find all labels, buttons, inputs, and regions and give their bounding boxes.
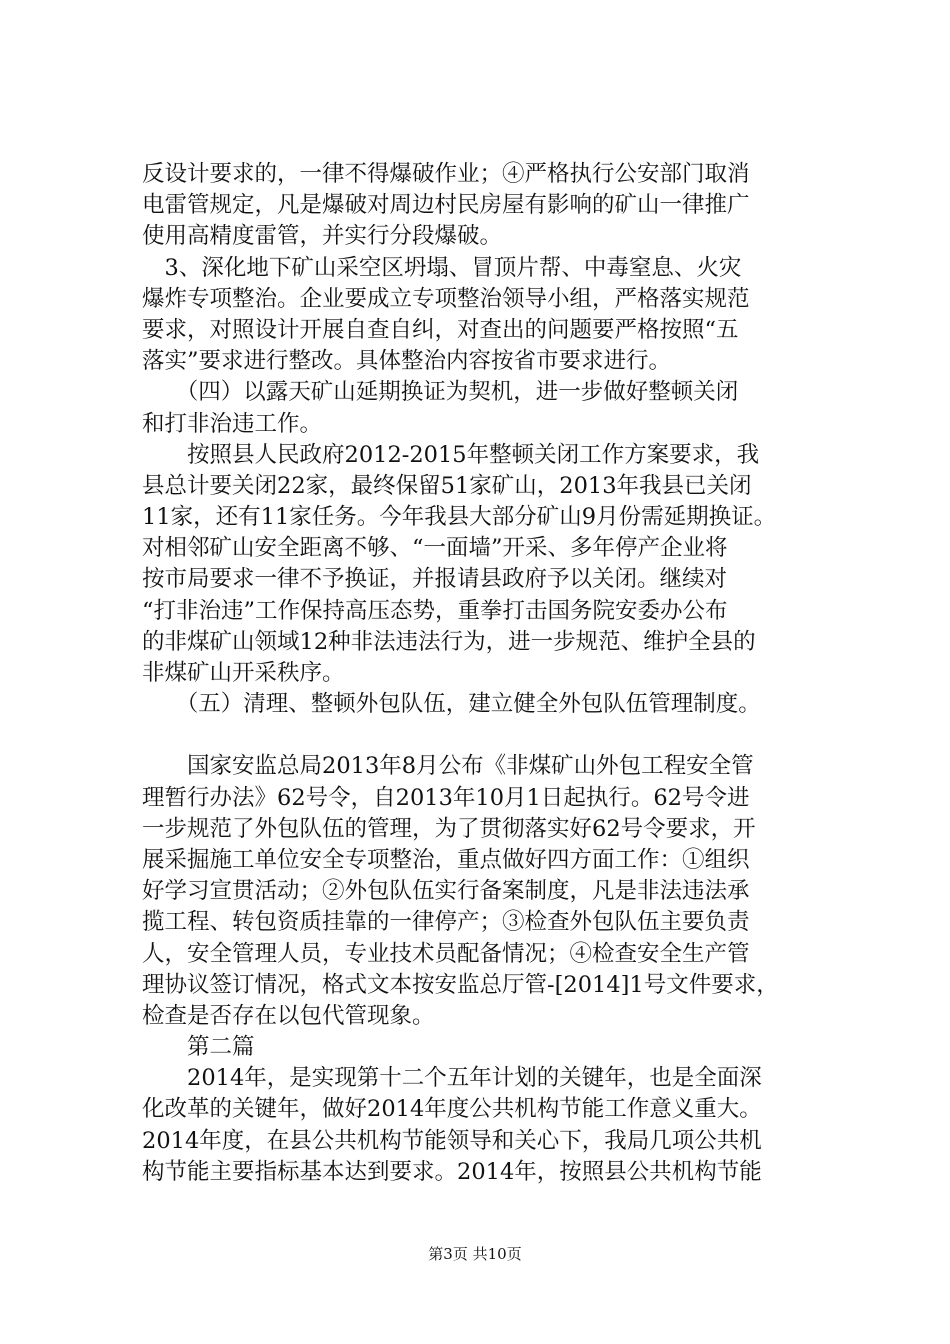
text-line: 对相邻矿山安全距离不够、“一面墙”开采、多年停产企业将 xyxy=(142,535,728,562)
text-line: 检查是否存在以包代管现象。 xyxy=(142,1002,435,1029)
text-line: 按照县人民政府2012-2015年整顿关闭工作方案要求，我 xyxy=(142,441,760,468)
text-line: 2014年度，在县公共机构节能领导和关心下，我局几项公共机 xyxy=(142,1127,762,1154)
text-line: 使用高精度雷管，并实行分段爆破。 xyxy=(142,223,503,250)
text-line: 2014年，是实现第十二个五年计划的关键年，也是全面深 xyxy=(142,1065,762,1092)
text-line: 11家，还有11家任务。今年我县大部分矿山9月份需延期换证。 xyxy=(142,504,777,531)
text-line: 化改革的关键年，做好2014年度公共机构节能工作意义重大。 xyxy=(142,1096,762,1123)
section-heading: （五）清理、整顿外包队伍，建立健全外包队伍管理制度。 xyxy=(142,691,761,718)
section-heading: 和打非治违工作。 xyxy=(142,410,323,437)
text-line: 理协议签订情况，格式文本按安监总厅管-[2014]1号文件要求， xyxy=(142,971,779,998)
text-line: 国家安监总局2013年8月公布《非煤矿山外包工程安全管 xyxy=(142,753,754,780)
page-number-footer: 第3页 共10页 xyxy=(428,1245,522,1263)
text-line: 爆炸专项整治。企业要成立专项整治领导小组，严格落实规范 xyxy=(142,285,750,312)
section-title: 第二篇 xyxy=(142,1034,255,1061)
section-heading: （四）以露天矿山延期换证为契机，进一步做好整顿关闭 xyxy=(142,379,739,406)
paragraph-gap xyxy=(142,720,842,751)
text-line: 理暂行办法》62号令，自2013年10月1日起执行。62号令进 xyxy=(142,784,750,811)
text-line: 人，安全管理人员，专业技术员配备情况；④检查安全生产管 xyxy=(142,940,750,967)
text-line: 反设计要求的，一律不得爆破作业；④严格执行公安部门取消 xyxy=(142,161,750,187)
text-line: 电雷管规定，凡是爆破对周边村民房屋有影响的矿山一律推广 xyxy=(142,192,750,219)
text-line: 县总计要关闭22家，最终保留51家矿山，2013年我县已关闭 xyxy=(142,472,752,499)
text-line: 3、深化地下矿山采空区坍塌、冒顶片帮、中毒窒息、火灾 xyxy=(142,254,742,281)
text-line: “打非治违”工作保持高压态势，重拳打击国务院安委办公布 xyxy=(142,597,728,624)
text-line: 的非煤矿山领域12种非法违法行为，进一步规范、维护全县的 xyxy=(142,628,756,655)
text-line: 落实”要求进行整改。具体整治内容按省市要求进行。 xyxy=(142,348,672,375)
text-line: 非煤矿山开采秩序。 xyxy=(142,660,345,686)
text-line: 好学习宣贯活动；②外包队伍实行备案制度，凡是非法违法承 xyxy=(142,878,750,905)
text-line: 展采掘施工单位安全专项整治，重点做好四方面工作：①组织 xyxy=(142,846,750,873)
text-line: 揽工程、转包资质挂靠的一律停产；③检查外包队伍主要负责 xyxy=(142,909,750,936)
text-line: 要求，对照设计开展自查自纠，对查出的问题要严格按照“五 xyxy=(142,316,739,343)
text-line: 一步规范了外包队伍的管理，为了贯彻落实好62号令要求，开 xyxy=(142,815,756,842)
text-line: 按市局要求一律不予换证，并报请县政府予以关闭。继续对 xyxy=(142,566,728,593)
text-line: 构节能主要指标基本达到要求。2014年，按照县公共机构节能 xyxy=(142,1158,762,1185)
document-body xyxy=(142,159,842,1188)
